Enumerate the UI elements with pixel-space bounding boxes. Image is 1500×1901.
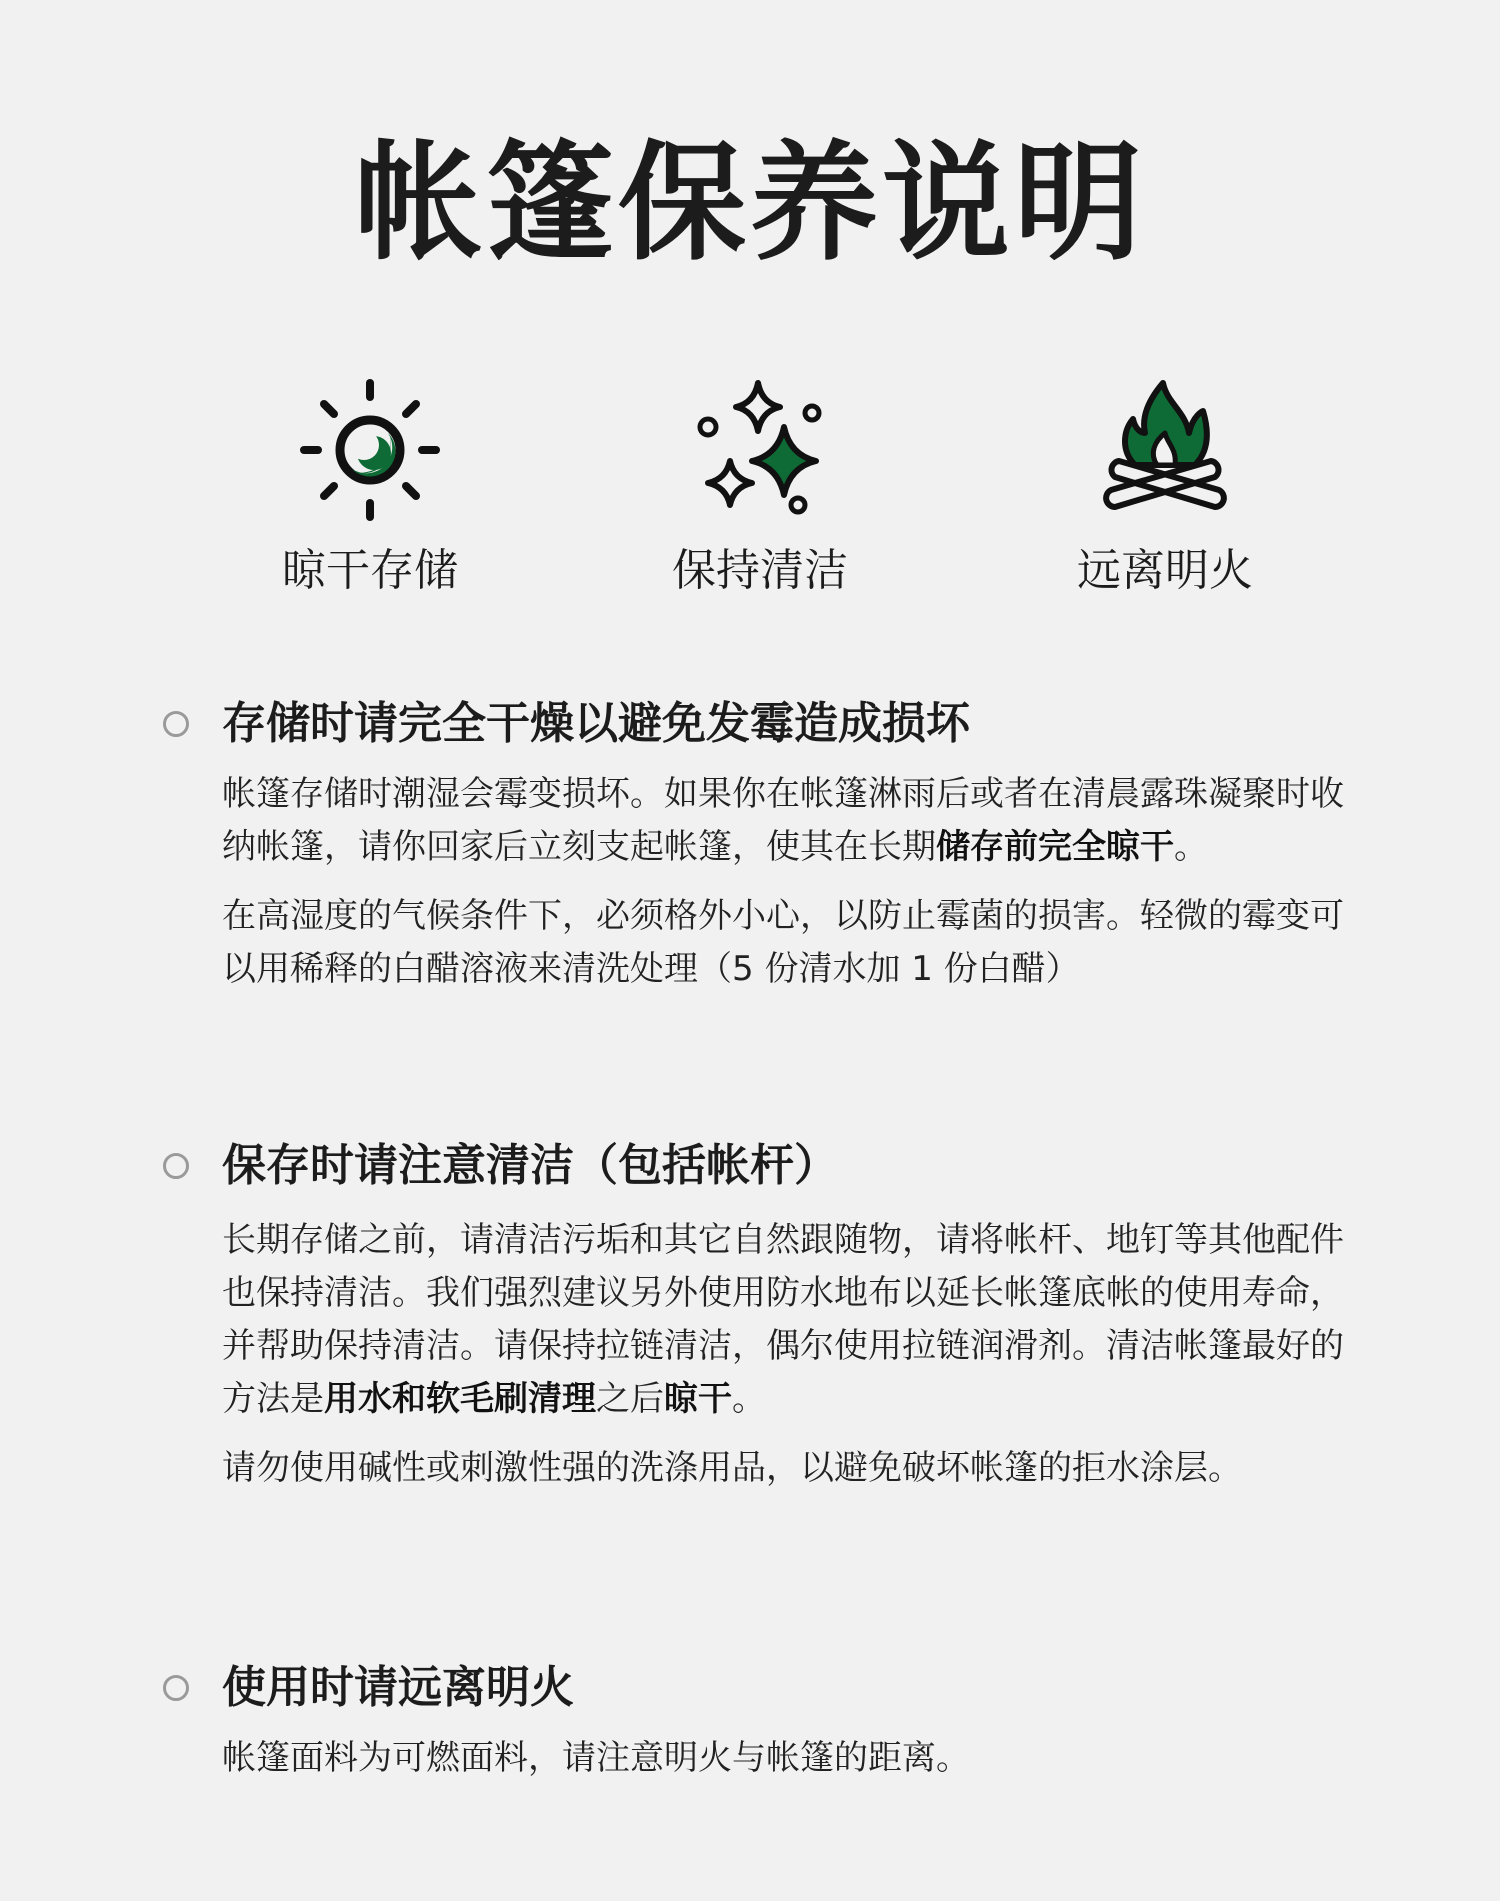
sun-icon xyxy=(290,375,450,525)
paragraph: 帐篷存储时潮湿会霉变损坏。如果你在帐篷淋雨后或者在清晨露珠凝聚时收纳帐篷，请你回家后立刻支起帐篷，使其在长期储存前完全晾干。 xyxy=(222,774,1344,867)
section-dry-storage xyxy=(160,694,1360,996)
campfire-icon xyxy=(1085,375,1245,525)
emphasis: 储存前完全晾干 xyxy=(936,827,1174,867)
feature-icon-row xyxy=(0,375,1500,595)
section-keep-clean xyxy=(160,1136,1360,1504)
paragraph: 请勿使用碱性或刺激性强的洗涤用品，以避免破坏帐篷的拒水涂层。 xyxy=(222,1448,1242,1488)
bullet-circle xyxy=(163,1153,189,1179)
section-fire-safety xyxy=(160,1658,1360,1785)
feature-away-from-fire xyxy=(1035,375,1295,595)
section-title: 保存时请注意清洁（包括帐杆） xyxy=(222,1140,838,1191)
bullet-circle xyxy=(163,1675,189,1701)
feature-label: 晾干存储 xyxy=(282,545,458,596)
emphasis: 晾干 xyxy=(664,1379,732,1419)
paragraph: 帐篷面料为可燃面料，请注意明火与帐篷的距离。 xyxy=(222,1738,970,1778)
page-title: 帐篷保养说明 xyxy=(353,129,1146,278)
feature-keep-clean xyxy=(630,375,890,595)
section-title: 存储时请完全干燥以避免发霉造成损坏 xyxy=(222,698,970,749)
section-title: 使用时请远离明火 xyxy=(222,1662,574,1713)
bullet-circle xyxy=(163,711,189,737)
feature-dry-storage xyxy=(240,375,500,595)
paragraph: 在高湿度的气候条件下，必须格外小心，以防止霉菌的损害。轻微的霉变可以用稀释的白醋溶液来清洗处理（5 份清水加 1 份白醋） xyxy=(222,896,1344,989)
paragraph: 长期存储之前，请清洁污垢和其它自然跟随物，请将帐杆、地钉等其他配件也保持清洁。我们强烈建议另外使用防水地布以延长帐篷底帐的使用寿命，并帮助保持清洁。请保持拉链清洁，偶尔使用拉链润滑剂。清洁帐篷最好的方法是用水和软毛刷清理之后晾干。 xyxy=(222,1220,1344,1419)
sparkle-icon xyxy=(680,375,840,525)
emphasis: 用水和软毛刷清理 xyxy=(324,1379,596,1419)
feature-label: 保持清洁 xyxy=(672,545,848,596)
feature-label: 远离明火 xyxy=(1077,545,1253,596)
